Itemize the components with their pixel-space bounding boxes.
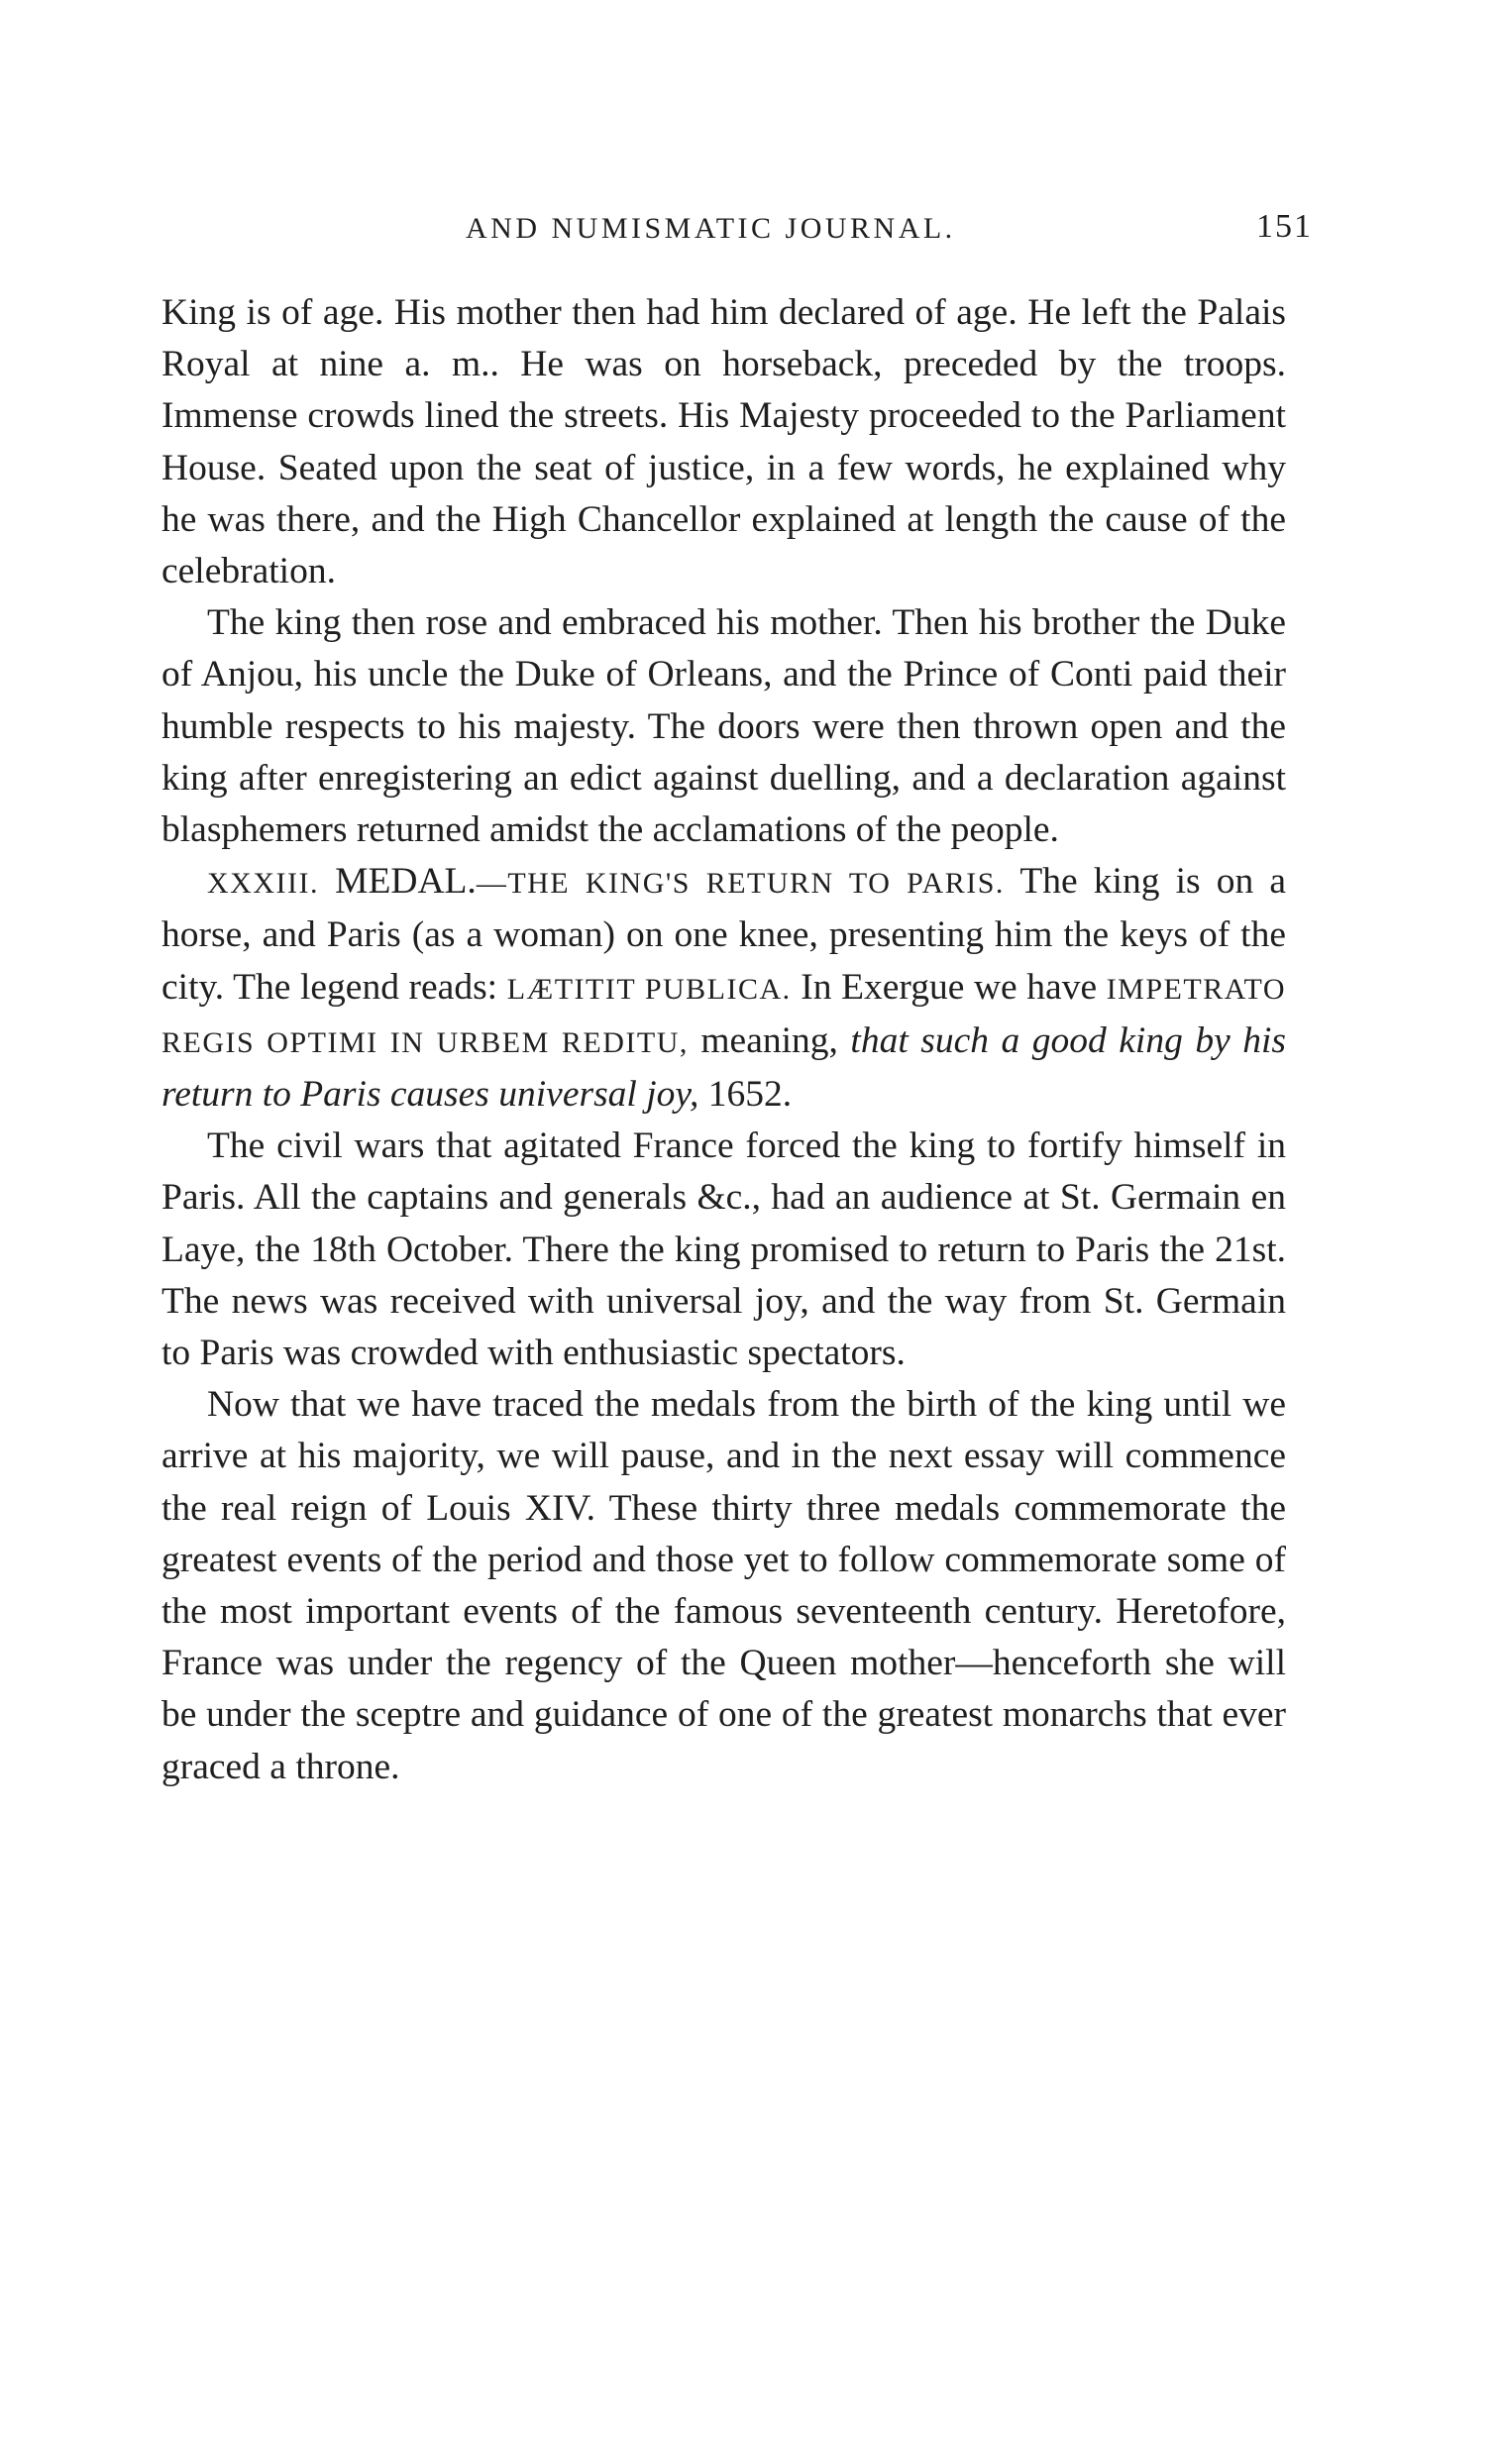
paragraph-civil-wars: The civil wars that agitated France forced the king to fortify himself in Paris. All the captains and generals &c., had an audience at St. Germain en Laye, the 18th October. There the king promised to return to Paris the 21st. The news was received with universal joy, and the way from St. Germain to Paris was crowded with enthusiastic spectators.: [161, 1125, 1286, 1374]
exergue-translation: that such a good king by his return to Paris causes universal joy,: [161, 1019, 1287, 1116]
running-title: AND NUMISMATIC JOURNAL.: [466, 212, 956, 245]
medal-label: MEDAL.: [335, 861, 477, 903]
paragraph-continuation: King is of age. His mother then had him declared of age. He left the Palais Royal at nine a. m.. He was on horseback, preceded by the troops. Immense crowds lined the streets. His Majesty proceeded to the Parliament House. Seated upon the seat of justice, in a few words, he explained why he was there, and the High Chancellor explained at length the cause of the celebration.: [161, 292, 1286, 592]
exergue-intro: In Exergue we have: [791, 966, 1107, 1008]
body-text: [161, 287, 1286, 1793]
medal-title: —THE KING'S RETURN TO PARIS.: [476, 867, 1005, 901]
page-header: [163, 208, 1313, 262]
medal-legend: LÆTITIT PUBLICA.: [506, 972, 792, 1006]
paragraph-medal-xxxiii: [161, 856, 1286, 1121]
medal-exergue: IMPETRATO REGIS OPTIMI IN URBEM REDITU,: [161, 972, 1286, 1059]
medal-number: XXXIII.: [207, 867, 319, 901]
paragraph-kings-embrace: The king then rose and embraced his mother. Then his brother the Duke of Anjou, his uncle the Duke of Orleans, and the Prince of Conti paid their humble respects to his majesty. The doors were then thrown open and the king after enregistering an edict against duelling, and a declaration against blasphemers returned amidst the acclamations of the people.: [161, 602, 1286, 851]
page-number: 151: [1256, 208, 1313, 245]
paragraph-conclusion: Now that we have traced the medals from the birth of the king until we arrive at his majority, we will pause, and in the next essay will commence the real reign of Louis XIV. These thirty three medals commemorate the greatest events of the period and those yet to follow commemorate some of the most important events of the famous seventeenth century. Heretofore, France was under the regency of the Queen mother—henceforth she will be under the sceptre and guidance of one of the greatest monarchs that ever graced a throne.: [161, 1384, 1286, 1787]
medal-year: 1652.: [698, 1074, 793, 1116]
medal-description: The king is on a horse, and Paris (as a woman) on one knee, presenting him the keys of the city. The legend reads:: [161, 861, 1287, 1008]
meaning-intro: meaning,: [688, 1019, 851, 1061]
